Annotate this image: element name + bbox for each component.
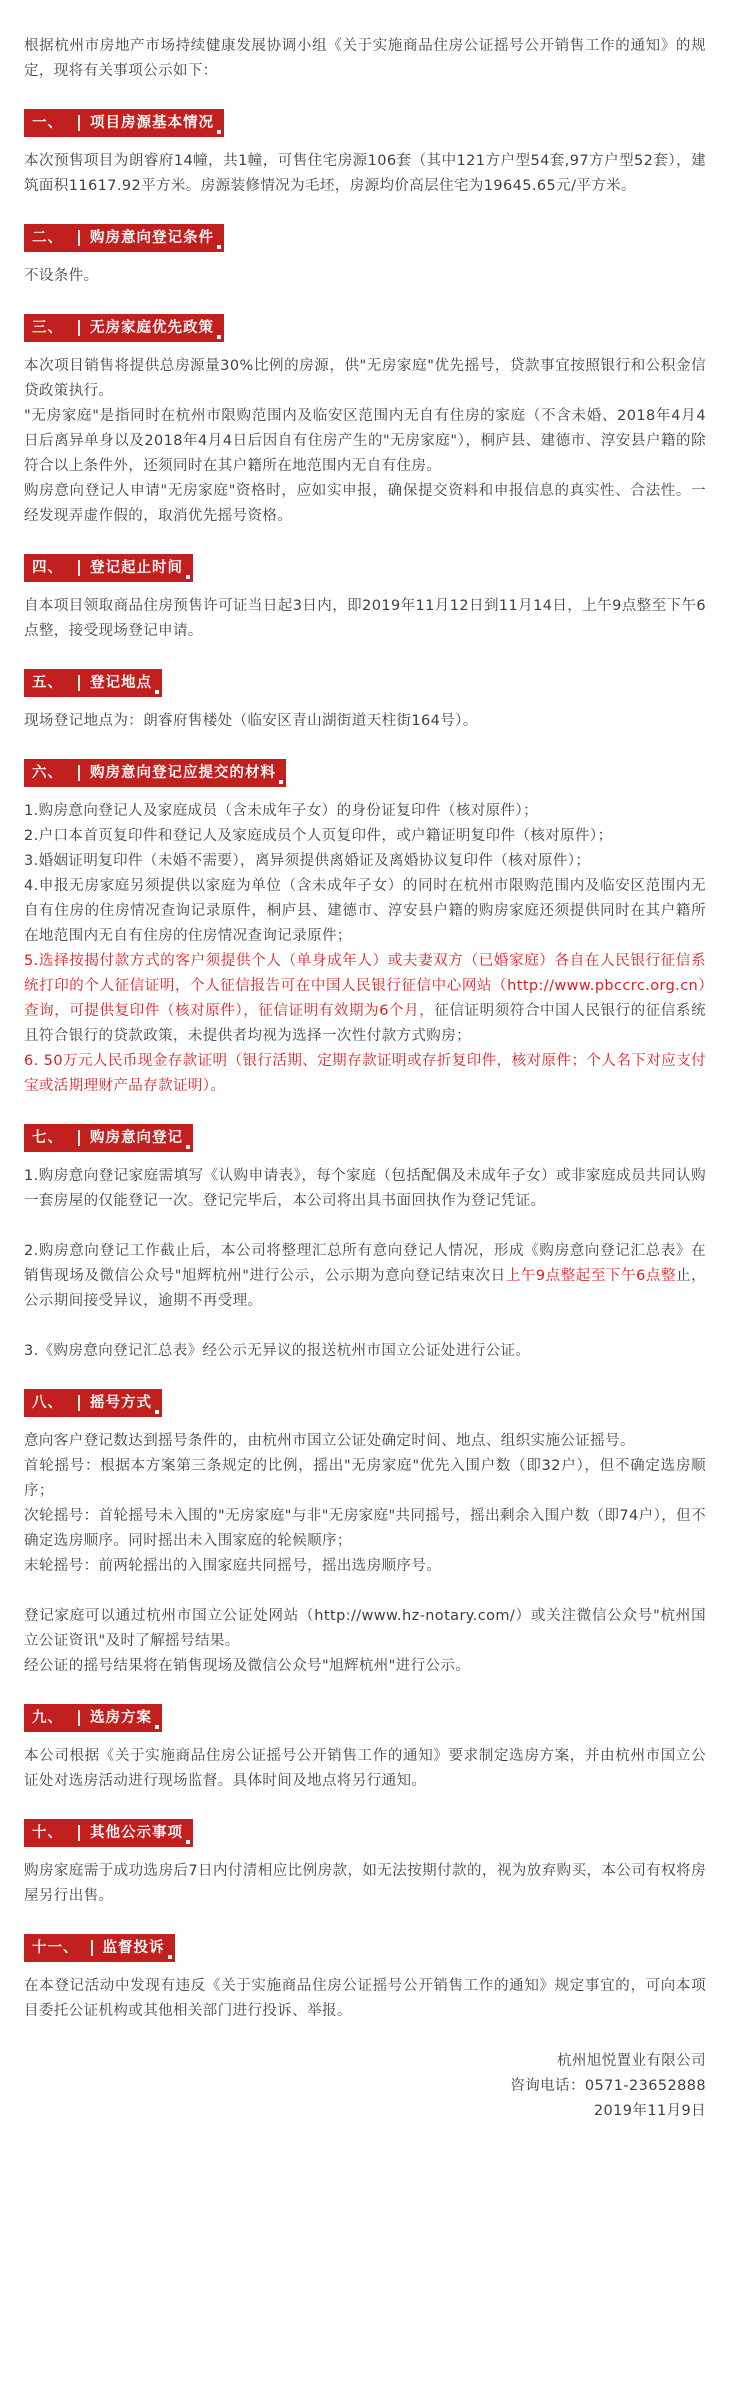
section-3-paragraph: "无房家庭"是指同时在杭州市限购范围内及临安区范围内无自有住房的家庭（不含未婚、2018年4月4日后离异单身以及2018年4月4日后因自有住房产生的"无房家庭"），桐庐县、建德市、淳安县户籍的除符合以上条件外，还须同时在其户籍所在地范围内无自有住房。 <box>24 408 706 474</box>
registration-step-2 <box>24 1239 706 1314</box>
section-heading <box>24 1704 162 1732</box>
corner-dot-icon <box>186 1840 190 1844</box>
section-3-paragraph: 购房意向登记人申请"无房家庭"资格时，应如实申报，确保提交资料和申报信息的真实性、合法性。一经发现弄虚作假的，取消优先摇号资格。 <box>24 483 706 524</box>
section-8-heading-row <box>24 1389 706 1429</box>
section-6-heading-row <box>24 759 706 799</box>
section-title: 选房方案 <box>90 1709 152 1726</box>
divider-bar-icon <box>78 230 80 246</box>
section-title: 摇号方式 <box>90 1394 152 1411</box>
corner-dot-icon <box>168 1955 172 1959</box>
section-4-paragraph: 自本项目领取商品住房预售许可证当日起3日内，即2019年11月12日到11月14日，上午9点整至下午6点整，接受现场登记申请。 <box>24 598 706 639</box>
divider-bar-icon <box>78 560 80 576</box>
section-10-paragraph: 购房家庭需于成功选房后7日内付清相应比例房款，如无法按期付款的，视为放弃购买，本公司有权将房屋另行出售。 <box>24 1863 706 1904</box>
corner-dot-icon <box>186 575 190 579</box>
divider-bar-icon <box>78 675 80 691</box>
corner-dot-icon <box>155 690 159 694</box>
section-number: 七、 <box>32 1129 63 1146</box>
section-number: 五、 <box>32 674 63 691</box>
section-number: 二、 <box>32 229 63 246</box>
corner-dot-icon <box>155 1410 159 1414</box>
section-heading <box>24 224 224 252</box>
section-number: 六、 <box>32 764 63 781</box>
materials-item: 3.婚姻证明复印件（未婚不需要），离异须提供离婚证及离婚协议复印件（核对原件）； <box>24 853 591 869</box>
corner-dot-icon <box>217 335 221 339</box>
footer-date: 2019年11月9日 <box>593 2103 706 2119</box>
lottery-paragraph: 意向客户登记数达到摇号条件的，由杭州市国立公证处确定时间、地点、组织实施公证摇号。 <box>24 1433 635 1449</box>
section-10-heading-row <box>24 1819 706 1859</box>
section-3-paragraph: 本次项目销售将提供总房源量30%比例的房源，供"无房家庭"优先摇号，贷款事宜按照银行和公积金信贷政策执行。 <box>24 358 706 399</box>
corner-dot-icon <box>217 245 221 249</box>
section-2-paragraph: 不设条件。 <box>24 268 99 284</box>
divider-bar-icon <box>78 1710 80 1726</box>
section-heading <box>24 1124 193 1152</box>
section-heading <box>24 1934 175 1962</box>
section-title: 购房意向登记条件 <box>90 229 214 246</box>
section-heading <box>24 759 286 787</box>
section-number: 八、 <box>32 1394 63 1411</box>
section-heading <box>24 1819 193 1847</box>
section-5-heading-row <box>24 669 706 709</box>
section-number: 一、 <box>32 114 63 131</box>
section-7-heading-row <box>24 1124 706 1164</box>
divider-bar-icon <box>78 1825 80 1841</box>
materials-item: 4.申报无房家庭另须提供以家庭为单位（含未成年子女）的同时在杭州市限购范围内及临安区范围内无自有住房的住房情况查询记录原件，桐庐县、建德市、淳安县户籍的购房家庭还须提供同时在其户籍所在地范围内无自有住房的住房情况查询记录原件； <box>24 878 706 944</box>
divider-bar-icon <box>78 1395 80 1411</box>
lottery-result-link: 登记家庭可以通过杭州市国立公证处网站（http://www.hz-notary.com/）或关注微信公众号"杭州国立公证资讯"及时了解摇号结果。 <box>24 1608 706 1649</box>
divider-bar-icon <box>91 1940 93 1956</box>
publicity-time-highlight: 上午9点整起至下午6点整 <box>505 1268 677 1284</box>
credit-requirement-highlight: 5.选择按揭付款方式的客户须提供个人（单身成年人）或夫妻双方（已婚家庭）各自在人民银行征信系统打印的个人征信证明，个人征信报告可在中国人民银行征信中心网站（http://www.pbccrc.org.cn）查询，可提供复印件（核对原件），征信证明有效期为6个月， <box>24 953 706 1019</box>
deposit-proof-item: 6. 50万元人民币现金存款证明（银行活期、定期存款证明或存折复印件，核对原件；个人名下对应支付宝或活期理财产品存款证明）。 <box>24 1053 706 1094</box>
section-number: 四、 <box>32 559 63 576</box>
corner-dot-icon <box>155 1725 159 1729</box>
section-title: 登记起止时间 <box>90 559 183 576</box>
corner-dot-icon <box>279 780 283 784</box>
footer-phone: 咨询电话：0571-23652888 <box>510 2078 706 2094</box>
registration-step-2-tail: 止，公示期间接受异议，逾期不再受理。 <box>24 1268 706 1309</box>
section-heading <box>24 669 162 697</box>
divider-bar-icon <box>78 765 80 781</box>
section-heading <box>24 109 224 137</box>
section-heading <box>24 314 224 342</box>
section-9-paragraph: 本公司根据《关于实施商品住房公证摇号公开销售工作的通知》要求制定选房方案，并由杭州市国立公证处对选房活动进行现场监督。具体时间及地点将另行通知。 <box>24 1748 706 1789</box>
section-3-heading-row <box>24 314 706 354</box>
section-2-heading-row <box>24 224 706 264</box>
section-number: 十、 <box>32 1824 63 1841</box>
section-1-heading-row <box>24 109 706 149</box>
lottery-round-second: 次轮摇号：首轮摇号未入围的"无房家庭"与非"无房家庭"共同摇号，摇出剩余入围户数（即74户），但不确定选房顺序。同时摇出未入围家庭的轮候顺序； <box>24 1508 706 1549</box>
section-title: 无房家庭优先政策 <box>90 319 214 336</box>
lottery-round-final: 末轮摇号：前两轮摇出的入围家庭共同摇号，摇出选房顺序号。 <box>24 1558 442 1574</box>
materials-item: 2.户口本首页复印件和登记人及家庭成员个人页复印件，或户籍证明复印件（核对原件）； <box>24 828 613 844</box>
registration-step-2-text: 2.购房意向登记工作截止后，本公司将整理汇总所有意向登记人情况，形成《购房意向登记汇总表》在销售现场及微信公众号"旭辉杭州"进行公示，公示期为意向登记结束次日 <box>24 1243 706 1284</box>
materials-item-credit <box>24 949 706 1049</box>
credit-requirement-note: 征信证明须符合中国人民银行的征信系统且符合银行的贷款政策，未提供者均视为选择一次性付款方式购房； <box>24 1003 706 1044</box>
section-heading <box>24 1389 162 1417</box>
section-9-heading-row <box>24 1704 706 1744</box>
section-title: 登记地点 <box>90 674 152 691</box>
lottery-round-first: 首轮摇号：根据本方案第三条规定的比例，摇出"无房家庭"优先入围户数（即32户），但不确定选房顺序； <box>24 1458 706 1499</box>
corner-dot-icon <box>217 130 221 134</box>
section-title: 其他公示事项 <box>90 1824 183 1841</box>
registration-step-3: 3.《购房意向登记汇总表》经公示无异议的报送杭州市国立公证处进行公证。 <box>24 1343 531 1359</box>
section-number: 九、 <box>32 1709 63 1726</box>
divider-bar-icon <box>78 1130 80 1146</box>
lottery-result-publicity: 经公证的摇号结果将在销售现场及微信公众号"旭辉杭州"进行公示。 <box>24 1658 471 1674</box>
section-11-heading-row <box>24 1934 706 1974</box>
section-heading <box>24 554 193 582</box>
section-4-heading-row <box>24 554 706 594</box>
intro-paragraph: 根据杭州市房地产市场持续健康发展协调小组《关于实施商品住房公证摇号公开销售工作的通知》的规定，现将有关事项公示如下： <box>24 38 706 79</box>
section-title: 购房意向登记 <box>90 1129 183 1146</box>
section-number: 三、 <box>32 319 63 336</box>
section-1-paragraph: 本次预售项目为朗睿府14幢，共1幢，可售住宅房源106套（其中121方户型54套,97方户型52套），建筑面积11617.92平方米。房源装修情况为毛坯，房源均价高层住宅为19645.65元/平方米。 <box>24 153 706 194</box>
footer-company: 杭州旭悦置业有限公司 <box>557 2053 706 2069</box>
section-title: 监督投诉 <box>102 1939 165 1956</box>
materials-item: 1.购房意向登记人及家庭成员（含未成年子女）的身份证复印件（核对原件）； <box>24 803 538 819</box>
divider-bar-icon <box>78 320 80 336</box>
section-11-paragraph: 在本登记活动中发现有违反《关于实施商品住房公证摇号公开销售工作的通知》规定事宜的，可向本项目委托公证机构或其他相关部门进行投诉、举报。 <box>24 1978 706 2019</box>
section-title: 项目房源基本情况 <box>90 114 214 131</box>
divider-bar-icon <box>78 115 80 131</box>
section-title: 购房意向登记应提交的材料 <box>90 764 276 781</box>
section-5-paragraph: 现场登记地点为：朗睿府售楼处（临安区青山湖街道天柱街164号）。 <box>24 713 478 729</box>
corner-dot-icon <box>186 1145 190 1149</box>
section-number: 十一、 <box>32 1939 79 1956</box>
registration-step-1: 1.购房意向登记家庭需填写《认购申请表》，每个家庭（包括配偶及未成年子女）或非家庭成员共同认购一套房屋的仅能登记一次。登记完毕后，本公司将出具书面回执作为登记凭证。 <box>24 1168 706 1209</box>
